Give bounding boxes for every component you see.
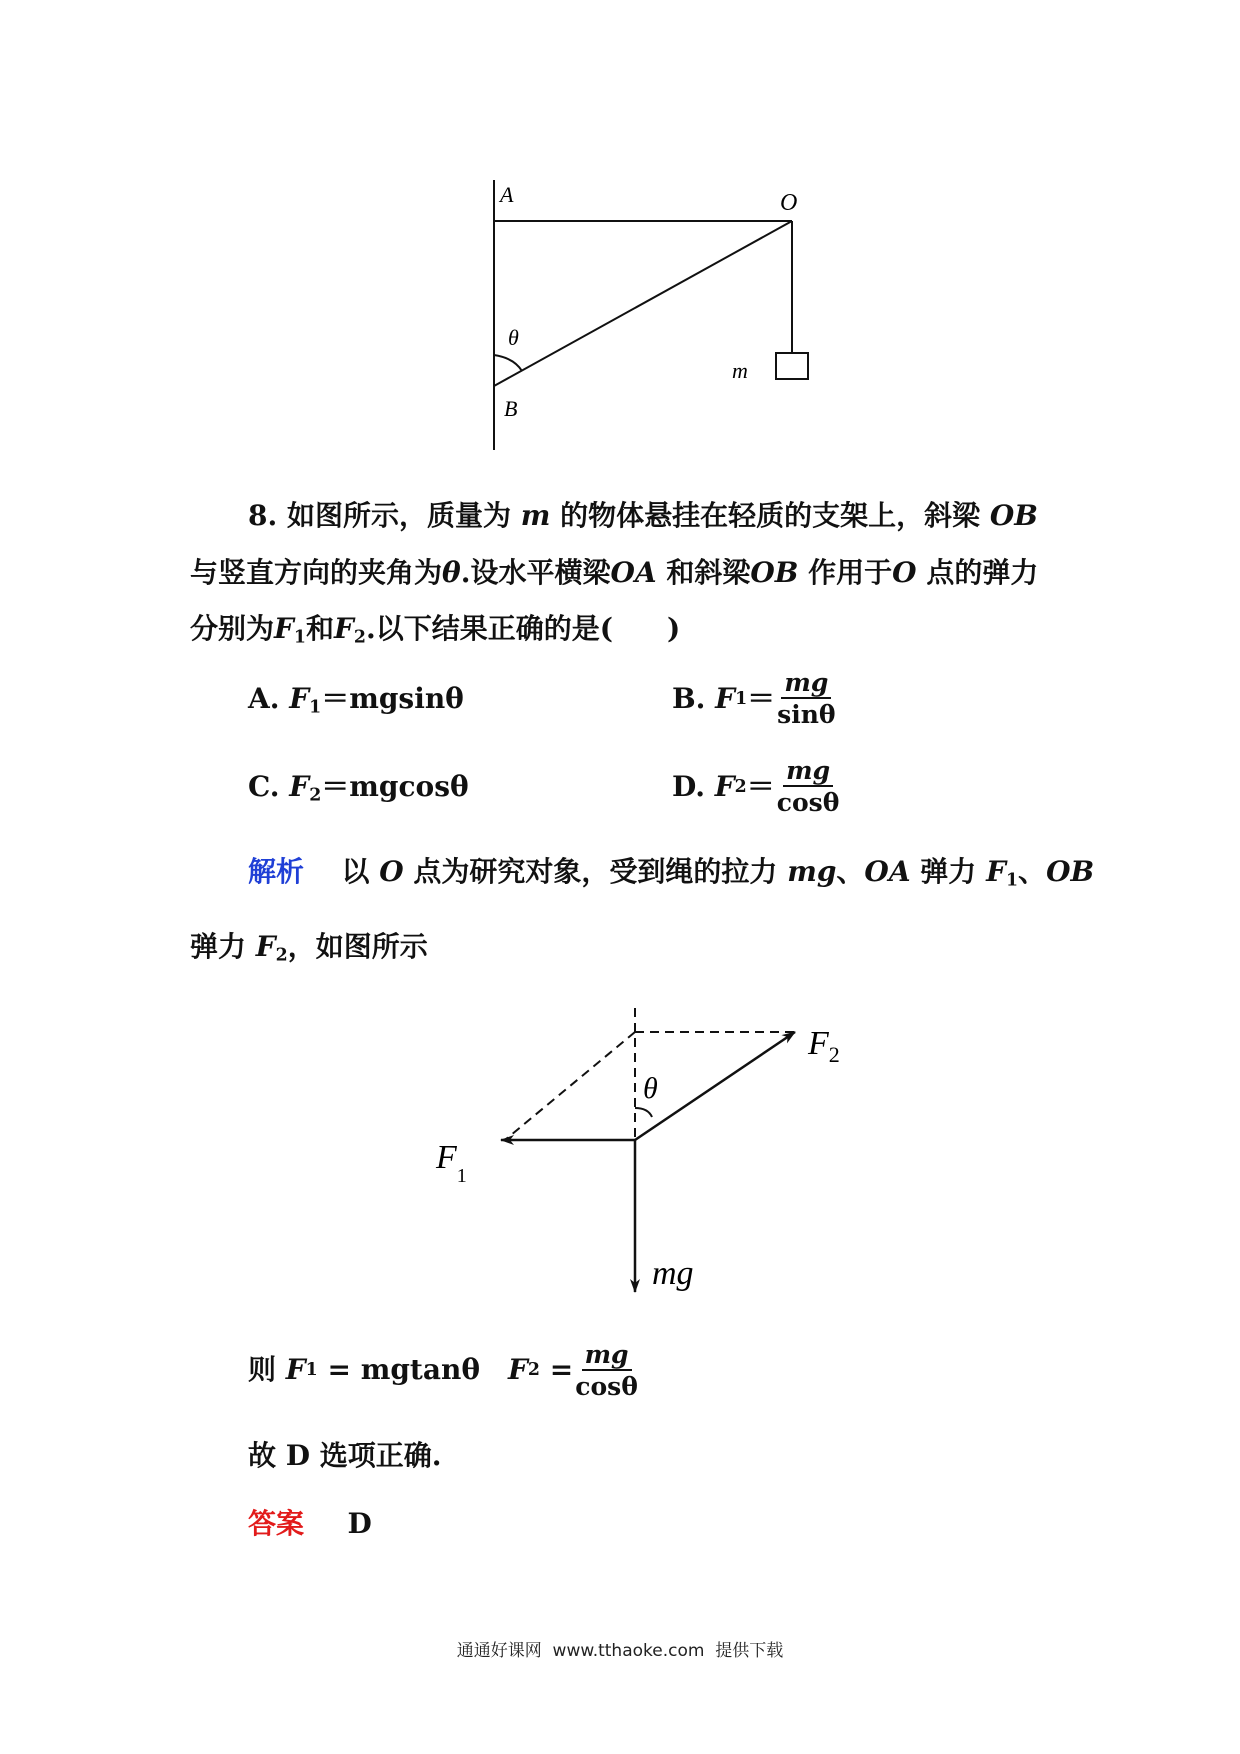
label-mg: mg bbox=[652, 1255, 694, 1292]
option-label: D. bbox=[672, 769, 706, 803]
subscript: 1 bbox=[1005, 870, 1019, 891]
fraction bbox=[777, 758, 840, 815]
mass-box bbox=[776, 353, 808, 379]
question-line-3 bbox=[190, 600, 680, 657]
denominator: cosθ bbox=[776, 788, 840, 817]
vector-F2 bbox=[635, 1032, 795, 1140]
force-diagram bbox=[430, 1000, 880, 1310]
numerator: mg bbox=[582, 1342, 632, 1371]
analysis-line-2 bbox=[190, 918, 428, 975]
var-O: O bbox=[379, 855, 404, 888]
question-line-1 bbox=[248, 487, 1038, 544]
option-label: C. bbox=[248, 770, 280, 803]
angle-arc bbox=[494, 355, 522, 371]
option-label: A. bbox=[248, 682, 280, 715]
question-line-2 bbox=[190, 544, 1038, 601]
analysis-text: ，如图所示 bbox=[287, 930, 428, 963]
label-m: m bbox=[732, 358, 748, 383]
var-F: F bbox=[289, 770, 310, 803]
option-A bbox=[248, 670, 464, 727]
question-text: .以下结果正确的是( bbox=[366, 612, 613, 645]
question-text: 作用于 bbox=[808, 556, 893, 589]
analysis-line-1 bbox=[248, 843, 1094, 900]
option-D: D. F 2 ＝ $\frac{mg}{\cos\theta}$ bbox=[672, 756, 840, 817]
subscript: 1 bbox=[293, 627, 306, 648]
question-text: ) bbox=[667, 612, 681, 645]
label-theta: θ bbox=[643, 1072, 658, 1105]
var-m: m bbox=[520, 499, 551, 532]
footer-text: 通通好课网 www.tthaoke.com 提供下载 bbox=[456, 1641, 784, 1661]
question-text: 和斜梁 bbox=[666, 556, 751, 589]
F1-expression: = mgtanθ bbox=[327, 1353, 481, 1386]
var-F: F bbox=[715, 681, 736, 715]
label-F1: $F_1$ bbox=[436, 1139, 467, 1187]
label-A: A bbox=[500, 182, 514, 207]
var-mg: mg bbox=[787, 855, 837, 888]
var-OA: OA bbox=[610, 556, 657, 589]
var-F: F bbox=[289, 682, 310, 715]
result-prefix: 则 bbox=[248, 1353, 277, 1386]
analysis-text: 弹力 bbox=[920, 855, 977, 888]
separator: 、 bbox=[836, 855, 865, 888]
subscript: 2 bbox=[353, 627, 366, 648]
var-F: F bbox=[274, 612, 294, 645]
conclusion-line: 故 D 选项正确. bbox=[248, 1439, 442, 1472]
denominator: sinθ bbox=[777, 700, 836, 729]
var-F: F bbox=[334, 612, 354, 645]
subscript: 2 bbox=[309, 785, 322, 806]
question-text: 分别为 bbox=[190, 612, 275, 645]
var-F: F bbox=[285, 1353, 306, 1386]
label-B: B bbox=[504, 396, 518, 421]
answer-line bbox=[248, 1495, 372, 1552]
numerator: mg bbox=[783, 758, 833, 787]
var-OA: OA bbox=[864, 855, 911, 888]
option-expression: ＝mgcosθ bbox=[321, 770, 469, 803]
label-O: O bbox=[780, 190, 798, 216]
option-label: B. bbox=[672, 681, 706, 715]
question-text: 与竖直方向的夹角为 bbox=[190, 556, 443, 589]
denominator: cosθ bbox=[575, 1371, 638, 1401]
option-expression: ＝mgsinθ bbox=[321, 682, 464, 715]
separator: 、 bbox=[1018, 855, 1047, 888]
fraction bbox=[575, 1339, 638, 1401]
option-C bbox=[248, 758, 469, 815]
label-F2: $F_2$ bbox=[808, 1025, 840, 1067]
question-number: 8. bbox=[248, 499, 278, 532]
result-line: 则 F 1 = mgtanθ F 2 = $\frac{mg}{\cos\theta}$ bbox=[248, 1339, 638, 1401]
var-theta: θ bbox=[442, 556, 461, 589]
angle-arc bbox=[635, 1108, 652, 1117]
var-F: F bbox=[986, 855, 1006, 888]
var-OB: OB bbox=[989, 499, 1038, 532]
analysis-heading: 解析 bbox=[248, 855, 305, 888]
support-frame-diagram bbox=[470, 170, 830, 460]
equals-sign: ＝ bbox=[746, 769, 775, 803]
question-text: 如图所示，质量为 bbox=[286, 499, 511, 532]
var-F: F bbox=[714, 769, 735, 803]
var-F: F bbox=[508, 1353, 528, 1386]
option-B: B. F 1 ＝ $\frac{mg}{\sin\theta}$ bbox=[672, 668, 836, 729]
fraction bbox=[777, 670, 835, 727]
question-text: 和 bbox=[306, 612, 335, 645]
var-OB: OB bbox=[750, 556, 799, 589]
answer-heading: 答案 bbox=[248, 1507, 305, 1540]
answer-value: D bbox=[347, 1507, 372, 1540]
question-text: 的物体悬挂在轻质的支架上，斜梁 bbox=[560, 499, 981, 532]
question-text: .设水平横梁 bbox=[460, 556, 611, 589]
analysis-text: 以 bbox=[341, 855, 370, 888]
equals-sign: = bbox=[549, 1353, 574, 1386]
analysis-text: 点为研究对象，受到绳的拉力 bbox=[413, 855, 778, 888]
analysis-text: 弹力 bbox=[190, 930, 247, 963]
diagonal-dashed-line bbox=[505, 1032, 635, 1140]
subscript: 2 bbox=[275, 945, 288, 966]
equals-sign: ＝ bbox=[747, 681, 776, 715]
subscript: 1 bbox=[309, 697, 322, 718]
var-OB: OB bbox=[1046, 855, 1095, 888]
var-O: O bbox=[892, 556, 917, 589]
label-theta: θ bbox=[508, 325, 519, 350]
question-text: 点的弹力 bbox=[926, 556, 1039, 589]
numerator: mg bbox=[781, 670, 831, 699]
var-F: F bbox=[255, 930, 276, 963]
